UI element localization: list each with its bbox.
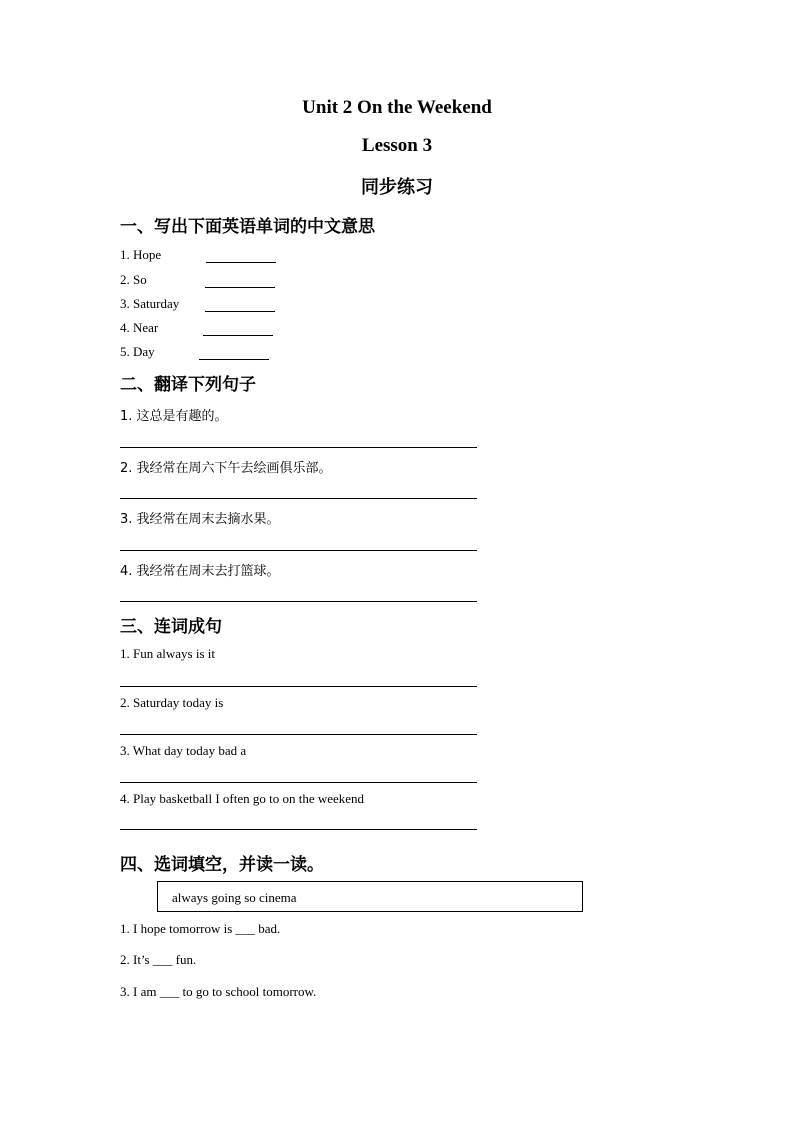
section-4-item: 1. I hope tomorrow is ___ bad. [120, 921, 281, 936]
section-1-item: 2. So [120, 272, 147, 287]
answer-line[interactable] [120, 782, 477, 783]
section-4-heading: 四、选词填空，并读一读。 [120, 855, 324, 875]
answer-line[interactable] [120, 447, 477, 448]
section-1-item: 4. Near [120, 320, 159, 335]
section-4-item: 3. I am ___ to go to school tomorrow. [120, 984, 317, 999]
section-1-heading: 一、写出下面英语单词的中文意思 [120, 217, 375, 237]
section-2-item: 1. 这总是有趣的。 [120, 409, 228, 424]
answer-line[interactable] [120, 686, 477, 687]
answer-blank[interactable] [205, 311, 275, 312]
section-2-heading: 二、翻译下列句子 [120, 375, 256, 395]
lesson-title: Lesson 3 [361, 135, 433, 156]
section-4-item: 2. It’s ___ fun. [120, 952, 197, 967]
section-1-item: 1. Hope [120, 247, 162, 262]
answer-blank[interactable] [205, 287, 275, 288]
section-3-item: 4. Play basketball I often go to on the weekend [120, 791, 365, 806]
section-1-item: 5. Day [120, 344, 155, 359]
section-2-item: 2. 我经常在周六下午去绘画俱乐部。 [120, 461, 332, 476]
section-1-item: 3. Saturday [120, 296, 180, 311]
section-3-item: 3. What day today bad a [120, 743, 247, 758]
answer-line[interactable] [120, 829, 477, 830]
document-title: Unit 2 On the Weekend [302, 97, 492, 118]
section-3-item: 1. Fun always is it [120, 646, 215, 661]
document-subtitle: 同步练习 [361, 177, 433, 198]
word-bank-text: always going so cinema [172, 890, 297, 905]
answer-line[interactable] [120, 550, 477, 551]
word-bank-box [157, 881, 583, 912]
answer-blank[interactable] [203, 335, 273, 336]
answer-blank[interactable] [199, 359, 269, 360]
section-3-heading: 三、连词成句 [120, 617, 222, 637]
section-2-item: 3. 我经常在周末去摘水果。 [120, 512, 280, 527]
answer-line[interactable] [120, 498, 477, 499]
section-3-item: 2. Saturday today is [120, 695, 224, 710]
answer-blank[interactable] [206, 262, 276, 263]
answer-line[interactable] [120, 601, 477, 602]
section-2-item: 4. 我经常在周末去打篮球。 [120, 564, 280, 579]
answer-line[interactable] [120, 734, 477, 735]
